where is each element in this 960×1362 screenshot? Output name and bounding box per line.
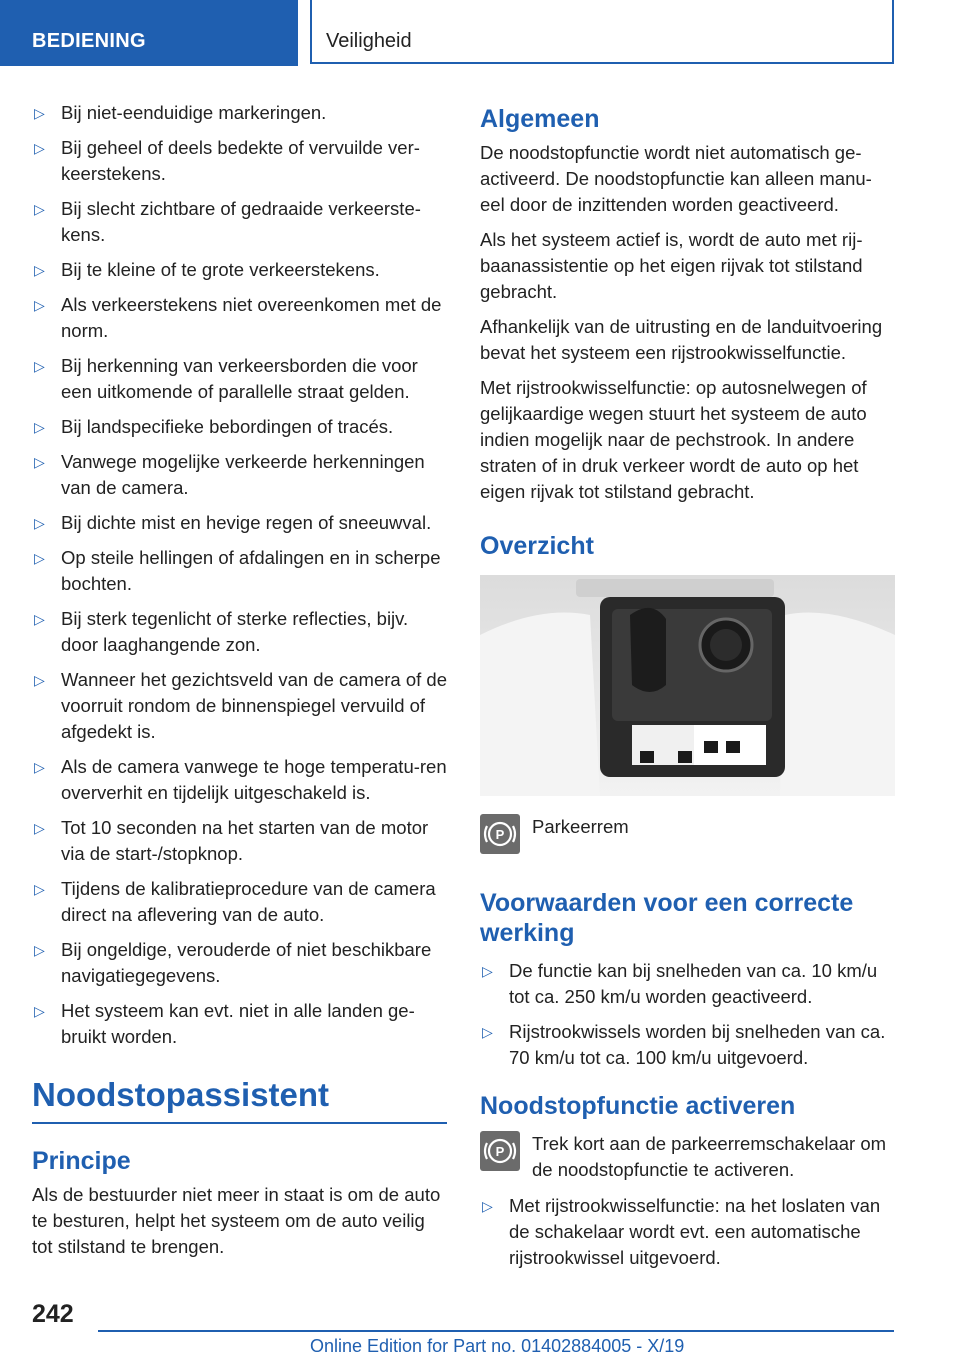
list-item: ▷ Rijstrookwissels worden bij snelheden van ca. 70 km/u tot ca. 100 km/u uitgevoerd. (482, 1021, 886, 1068)
list-item: ▷ Als verkeerstekens niet overeenkomen met de norm. (34, 294, 442, 341)
list-item: ▷ Tijdens de kalibratieprocedure van de camera direct na aflevering van de auto. (34, 878, 436, 925)
triangle-right-icon: ▷ (34, 672, 45, 688)
parkeerrem-row (480, 814, 896, 858)
list-item: ▷ Op steile hellingen of afdalingen en in scherpe bochten. (34, 547, 441, 594)
paragraph: Met rijstrookwisselfunctie: op autosnelwegen of gelijkaardige wegen stuurt het systeem de auto indien mogelijk naar de pechstrook. In andere straten of in druk verkeer wordt de auto op het eigen rijvak tot stilstand gebracht. (480, 377, 867, 502)
triangle-right-icon: ▷ (34, 759, 45, 775)
right-column (480, 100, 896, 1280)
triangle-right-icon: ▷ (34, 820, 45, 836)
section-tab (0, 0, 298, 66)
triangle-right-icon: ▷ (34, 550, 45, 566)
list-item: ▷ Tot 10 seconden na het starten van de motor via de start-/stopknop. (34, 817, 429, 864)
triangle-right-icon: ▷ (34, 454, 45, 470)
section-title: BEDIENING (32, 30, 146, 52)
svg-text:P: P (495, 1144, 505, 1159)
voorwaarden-heading: Voorwaarden voor een correcte werking (480, 889, 854, 947)
triangle-right-icon: ▷ (34, 1003, 45, 1019)
parkeerrem-label: Parkeerrem (532, 816, 629, 837)
subsection-tab (310, 0, 894, 64)
triangle-right-icon: ▷ (34, 201, 45, 217)
algemeen-heading: Algemeen (480, 105, 600, 133)
triangle-right-icon: ▷ (34, 611, 45, 627)
subsection-title: Veiligheid (326, 30, 412, 52)
list-item: ▷ Bij herkenning van verkeersborden die voor een uitkomende of parallelle straat gelden. (34, 355, 418, 402)
triangle-right-icon: ▷ (34, 515, 45, 531)
triangle-right-icon: ▷ (34, 881, 45, 897)
triangle-right-icon: ▷ (34, 942, 45, 958)
triangle-right-icon: ▷ (34, 262, 45, 278)
svg-text:P: P (495, 827, 505, 842)
list-item: ▷ Bij sterk tegenlicht of sterke reflecties, bijv. door laaghangende zon. (34, 608, 409, 655)
principe-heading: Principe (32, 1147, 131, 1175)
triangle-right-icon: ▷ (482, 1024, 493, 1040)
list-item: ▷ Bij slecht zichtbare of gedraaide verkeerste-kens. (34, 198, 421, 245)
center-console-illustration (480, 575, 895, 796)
paragraph: Afhankelijk van de uitrusting en de landuitvoering bevat het systeem een rijstrookwisselfunctie. (480, 316, 883, 363)
voorwaarden-list (480, 958, 896, 1071)
principe-text: Als de bestuurder niet meer in staat is om de auto te besturen, helpt het systeem om de auto veilig tot stilstand te brengen. (32, 1184, 441, 1257)
list-item: ▷ Bij landspecifieke bebordingen of tracés. (32, 414, 447, 440)
triangle-right-icon: ▷ (482, 963, 493, 979)
footer-divider (98, 1330, 894, 1332)
list-item: ▷ Wanneer het gezichtsveld van de camera of de voorruit rondom de binnenspiegel vervuild of afgedekt is. (34, 669, 447, 742)
list-item: ▷ Bij geheel of deels bedekte of vervuilde ver-keerstekens. (34, 137, 420, 184)
triangle-right-icon: ▷ (482, 1198, 493, 1214)
activeren-text: Trek kort aan de parkeerremschakelaar om de noodstopfunctie te activeren. (532, 1133, 887, 1180)
footer-edition: Online Edition for Part no. 01402884005 - X/19 (310, 1336, 685, 1356)
limitations-list (32, 100, 447, 1050)
overzicht-heading: Overzicht (480, 532, 594, 560)
list-item: ▷ Het systeem kan evt. niet in alle landen ge-bruikt worden. (34, 1000, 415, 1047)
activeren-row (480, 1131, 896, 1183)
list-item: ▷ Bij ongeldige, verouderde of niet beschikbare navigatiegegevens. (34, 939, 432, 986)
list-item: ▷ Bij te kleine of te grote verkeerstekens. (32, 257, 447, 283)
list-item: ▷ Met rijstrookwisselfunctie: na het loslaten van de schakelaar wordt evt. een automatische rijstrookwissel uitgevoerd. (482, 1195, 881, 1268)
triangle-right-icon: ▷ (34, 105, 45, 121)
parking-brake-icon (480, 814, 520, 854)
page-number: 242 (32, 1300, 74, 1328)
list-item: ▷ Bij niet-eenduidige markeringen. (32, 100, 447, 126)
activeren-heading: Noodstopfunctie activeren (480, 1092, 796, 1120)
list-item: ▷ De functie kan bij snelheden van ca. 10 km/u tot ca. 250 km/u worden geactiveerd. (482, 960, 878, 1007)
paragraph: Als het systeem actief is, wordt de auto met rij-baanassistentie op het eigen rijvak tot stilstand gebracht. (480, 229, 863, 302)
triangle-right-icon: ▷ (34, 419, 45, 435)
paragraph: De noodstopfunctie wordt niet automatisch ge-activeerd. De noodstopfunctie kan alleen manu-eel door de inzittenden worden geactiveerd. (480, 142, 872, 215)
parking-brake-icon (480, 1131, 520, 1171)
list-item: ▷ Als de camera vanwege te hoge temperatu-ren oververhit en tijdelijk uitgeschakeld is. (34, 756, 447, 803)
list-item: ▷ Vanwege mogelijke verkeerde herkenningen van de camera. (34, 451, 425, 498)
left-column (32, 100, 447, 1269)
center-console-photo (480, 575, 895, 796)
activeren-list (480, 1193, 896, 1271)
triangle-right-icon: ▷ (34, 140, 45, 156)
triangle-right-icon: ▷ (34, 297, 45, 313)
list-item: ▷ Bij dichte mist en hevige regen of sneeuwval. (32, 510, 447, 536)
triangle-right-icon: ▷ (34, 358, 45, 374)
chapter-title: Noodstopassistent (32, 1076, 447, 1124)
